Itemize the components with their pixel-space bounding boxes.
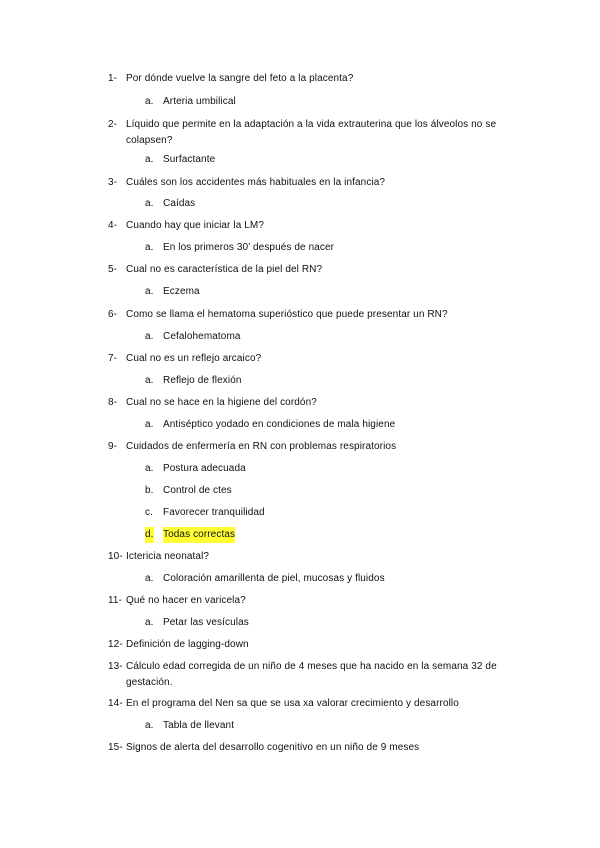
answer-text: En los primeros 30’ después de nacer <box>163 242 335 253</box>
answer-9b <box>145 483 525 499</box>
question-7 <box>108 351 538 367</box>
question-11 <box>108 593 538 609</box>
question-15 <box>108 740 538 756</box>
answer-text: Coloración amarillenta de piel, mucosas y fluidos <box>163 573 385 584</box>
question-text: Definición de lagging-down <box>126 639 249 650</box>
question-number: 15- <box>108 742 123 753</box>
answer-5a <box>145 284 525 300</box>
answer-text: Antiséptico yodado en condiciones de mala higiene <box>163 419 396 430</box>
answer-2a <box>145 152 525 168</box>
question-number: 4- <box>108 220 118 231</box>
answer-1a <box>145 94 525 110</box>
answer-text: Favorecer tranquilidad <box>163 507 265 518</box>
answer-letter: a. <box>145 331 154 342</box>
answer-7a <box>145 373 525 389</box>
question-number: 5- <box>108 264 118 275</box>
answer-letter: a. <box>145 419 154 430</box>
question-12 <box>108 637 538 653</box>
answer-text: Postura adecuada <box>163 463 246 474</box>
question-number: 1- <box>108 73 118 84</box>
question-text: Cuando hay que iniciar la LM? <box>126 220 264 231</box>
question-text: Cálculo edad corregida de un niño de 4 meses que ha nacido en la semana 32 de gestación. <box>126 661 497 688</box>
question-number: 13- <box>108 661 123 672</box>
answer-3a <box>145 196 525 212</box>
answer-text: Petar las vesículas <box>163 617 249 628</box>
answer-letter: a. <box>145 573 154 584</box>
answer-14a <box>145 718 525 734</box>
question-number: 10- <box>108 551 123 562</box>
answer-text: Arteria umbilical <box>163 96 236 107</box>
answer-letter: a. <box>145 198 154 209</box>
question-text: Cual no se hace en la higiene del cordón? <box>126 397 317 408</box>
question-10 <box>108 549 538 565</box>
question-number: 7- <box>108 353 118 364</box>
answer-text: Todas correctas <box>163 527 235 543</box>
answer-letter: d. <box>145 527 154 543</box>
answer-text: Caídas <box>163 198 196 209</box>
answer-4a <box>145 240 525 256</box>
question-text: Signos de alerta del desarrollo cogenitivo en un niño de 9 meses <box>126 742 420 753</box>
question-2 <box>108 117 538 149</box>
answer-text: Tabla de llevant <box>163 720 235 731</box>
question-number: 3- <box>108 177 118 188</box>
answer-9d-highlighted <box>145 527 525 543</box>
answer-6a <box>145 329 525 345</box>
question-14 <box>108 696 538 712</box>
question-13 <box>108 659 538 691</box>
question-number: 6- <box>108 309 118 320</box>
question-number: 2- <box>108 119 118 130</box>
question-1 <box>108 71 538 87</box>
question-number: 8- <box>108 397 118 408</box>
answer-text: Reflejo de flexión <box>163 375 242 386</box>
question-text: Como se llama el hematoma superióstico que puede presentar un RN? <box>126 309 448 320</box>
question-text: Cual no es característica de la piel del RN? <box>126 264 323 275</box>
question-text: Cual no es un reflejo arcaico? <box>126 353 262 364</box>
answer-letter: b. <box>145 485 154 496</box>
answer-letter: a. <box>145 242 154 253</box>
answer-text: Control de ctes <box>163 485 232 496</box>
question-3 <box>108 175 538 191</box>
question-number: 11- <box>108 595 123 606</box>
answer-11a <box>145 615 525 631</box>
answer-9a <box>145 461 525 477</box>
answer-letter: a. <box>145 617 154 628</box>
question-text: Ictericia neonatal? <box>126 551 210 562</box>
question-6 <box>108 307 538 323</box>
answer-letter: a. <box>145 463 154 474</box>
answer-letter: c. <box>145 507 153 518</box>
answer-text: Surfactante <box>163 154 216 165</box>
question-4 <box>108 218 538 234</box>
answer-letter: a. <box>145 720 154 731</box>
question-number: 9- <box>108 441 118 452</box>
question-number: 14- <box>108 698 123 709</box>
question-5 <box>108 262 538 278</box>
question-text: Qué no hacer en varicela? <box>126 595 246 606</box>
question-text: Cuidados de enfermería en RN con problemas respiratorios <box>126 441 397 452</box>
question-text: En el programa del Nen sa que se usa xa valorar crecimiento y desarrollo <box>126 698 459 709</box>
answer-text: Cefalohematoma <box>163 331 241 342</box>
question-text: Cuáles son los accidentes más habituales en la infancia? <box>126 177 386 188</box>
question-9 <box>108 439 538 455</box>
question-text: Por dónde vuelve la sangre del feto a la placenta? <box>126 73 354 84</box>
answer-letter: a. <box>145 286 154 297</box>
question-number: 12- <box>108 639 123 650</box>
answer-letter: a. <box>145 375 154 386</box>
question-text: Líquido que permite en la adaptación a la vida extrauterina que los álveolos no se colapsen? <box>126 119 497 146</box>
question-8 <box>108 395 538 411</box>
answer-10a <box>145 571 525 587</box>
answer-9c <box>145 505 525 521</box>
answer-letter: a. <box>145 96 154 107</box>
answer-8a <box>145 417 525 433</box>
answer-letter: a. <box>145 154 154 165</box>
answer-text: Eczema <box>163 286 200 297</box>
